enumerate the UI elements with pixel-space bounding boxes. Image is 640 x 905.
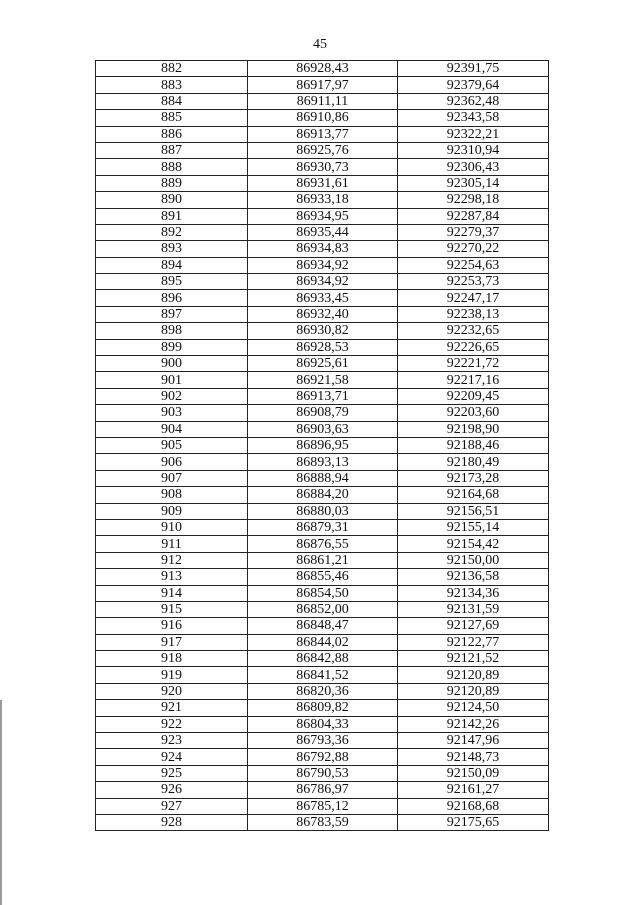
x-coordinate-cell: 86933,45 xyxy=(248,290,398,306)
y-coordinate-cell: 92391,75 xyxy=(398,61,549,77)
point-number-cell: 928 xyxy=(96,814,248,830)
y-coordinate-cell: 92209,45 xyxy=(398,388,549,404)
table-row xyxy=(96,765,549,781)
x-coordinate-cell: 86893,13 xyxy=(248,454,398,470)
y-coordinate-cell: 92198,90 xyxy=(398,421,549,437)
y-coordinate-cell: 92254,63 xyxy=(398,257,549,273)
scan-edge-mark xyxy=(0,700,2,905)
x-coordinate-cell: 86786,97 xyxy=(248,782,398,798)
point-number-cell: 886 xyxy=(96,126,248,142)
x-coordinate-cell: 86852,00 xyxy=(248,601,398,617)
x-coordinate-cell: 86930,82 xyxy=(248,323,398,339)
y-coordinate-cell: 92164,68 xyxy=(398,487,549,503)
y-coordinate-cell: 92343,58 xyxy=(398,110,549,126)
y-coordinate-cell: 92217,16 xyxy=(398,372,549,388)
y-coordinate-cell: 92122,77 xyxy=(398,634,549,650)
table-row xyxy=(96,814,549,830)
point-number-cell: 898 xyxy=(96,323,248,339)
table-row xyxy=(96,77,549,93)
y-coordinate-cell: 92270,22 xyxy=(398,241,549,257)
x-coordinate-cell: 86848,47 xyxy=(248,618,398,634)
x-coordinate-cell: 86879,31 xyxy=(248,519,398,535)
x-coordinate-cell: 86934,95 xyxy=(248,208,398,224)
point-number-cell: 919 xyxy=(96,667,248,683)
x-coordinate-cell: 86911,11 xyxy=(248,93,398,109)
x-coordinate-cell: 86861,21 xyxy=(248,552,398,568)
y-coordinate-cell: 92379,64 xyxy=(398,77,549,93)
table-row xyxy=(96,241,549,257)
table-row xyxy=(96,126,549,142)
table-row xyxy=(96,700,549,716)
point-number-cell: 897 xyxy=(96,306,248,322)
point-number-cell: 899 xyxy=(96,339,248,355)
point-number-cell: 894 xyxy=(96,257,248,273)
y-coordinate-cell: 92147,96 xyxy=(398,733,549,749)
table-row xyxy=(96,585,549,601)
y-coordinate-cell: 92221,72 xyxy=(398,356,549,372)
y-coordinate-cell: 92253,73 xyxy=(398,274,549,290)
table-row xyxy=(96,651,549,667)
point-number-cell: 926 xyxy=(96,782,248,798)
table-row xyxy=(96,175,549,191)
point-number-cell: 927 xyxy=(96,798,248,814)
point-number-cell: 893 xyxy=(96,241,248,257)
table-row xyxy=(96,388,549,404)
point-number-cell: 882 xyxy=(96,61,248,77)
x-coordinate-cell: 86793,36 xyxy=(248,733,398,749)
table-row xyxy=(96,93,549,109)
table-row xyxy=(96,454,549,470)
x-coordinate-cell: 86910,86 xyxy=(248,110,398,126)
table-row xyxy=(96,634,549,650)
y-coordinate-cell: 92168,68 xyxy=(398,798,549,814)
point-number-cell: 885 xyxy=(96,110,248,126)
table-row xyxy=(96,487,549,503)
x-coordinate-cell: 86809,82 xyxy=(248,700,398,716)
y-coordinate-cell: 92305,14 xyxy=(398,175,549,191)
point-number-cell: 890 xyxy=(96,192,248,208)
table-row xyxy=(96,110,549,126)
table-row xyxy=(96,733,549,749)
x-coordinate-cell: 86934,92 xyxy=(248,274,398,290)
y-coordinate-cell: 92247,17 xyxy=(398,290,549,306)
point-number-cell: 913 xyxy=(96,569,248,585)
y-coordinate-cell: 92136,58 xyxy=(398,569,549,585)
table-row xyxy=(96,142,549,158)
y-coordinate-cell: 92124,50 xyxy=(398,700,549,716)
x-coordinate-cell: 86903,63 xyxy=(248,421,398,437)
point-number-cell: 923 xyxy=(96,733,248,749)
point-number-cell: 883 xyxy=(96,77,248,93)
table-row xyxy=(96,339,549,355)
x-coordinate-cell: 86925,76 xyxy=(248,142,398,158)
y-coordinate-cell: 92150,09 xyxy=(398,765,549,781)
coordinates-table-body xyxy=(96,61,549,831)
table-row xyxy=(96,503,549,519)
y-coordinate-cell: 92175,65 xyxy=(398,814,549,830)
x-coordinate-cell: 86913,71 xyxy=(248,388,398,404)
x-coordinate-cell: 86790,53 xyxy=(248,765,398,781)
y-coordinate-cell: 92127,69 xyxy=(398,618,549,634)
x-coordinate-cell: 86928,53 xyxy=(248,339,398,355)
table-row xyxy=(96,798,549,814)
table-row xyxy=(96,716,549,732)
table-row xyxy=(96,192,549,208)
x-coordinate-cell: 86876,55 xyxy=(248,536,398,552)
x-coordinate-cell: 86925,61 xyxy=(248,356,398,372)
y-coordinate-cell: 92180,49 xyxy=(398,454,549,470)
table-row xyxy=(96,274,549,290)
table-row xyxy=(96,437,549,453)
point-number-cell: 905 xyxy=(96,437,248,453)
table-row xyxy=(96,159,549,175)
table-row xyxy=(96,208,549,224)
table-row xyxy=(96,683,549,699)
point-number-cell: 884 xyxy=(96,93,248,109)
y-coordinate-cell: 92306,43 xyxy=(398,159,549,175)
x-coordinate-cell: 86888,94 xyxy=(248,470,398,486)
y-coordinate-cell: 92322,21 xyxy=(398,126,549,142)
x-coordinate-cell: 86932,40 xyxy=(248,306,398,322)
y-coordinate-cell: 92203,60 xyxy=(398,405,549,421)
point-number-cell: 901 xyxy=(96,372,248,388)
y-coordinate-cell: 92120,89 xyxy=(398,683,549,699)
point-number-cell: 888 xyxy=(96,159,248,175)
table-row xyxy=(96,405,549,421)
point-number-cell: 920 xyxy=(96,683,248,699)
y-coordinate-cell: 92154,42 xyxy=(398,536,549,552)
table-row xyxy=(96,519,549,535)
x-coordinate-cell: 86930,73 xyxy=(248,159,398,175)
page-number: 45 xyxy=(313,37,327,52)
point-number-cell: 918 xyxy=(96,651,248,667)
x-coordinate-cell: 86884,20 xyxy=(248,487,398,503)
x-coordinate-cell: 86842,88 xyxy=(248,651,398,667)
x-coordinate-cell: 86841,52 xyxy=(248,667,398,683)
table-row xyxy=(96,601,549,617)
y-coordinate-cell: 92298,18 xyxy=(398,192,549,208)
x-coordinate-cell: 86844,02 xyxy=(248,634,398,650)
point-number-cell: 909 xyxy=(96,503,248,519)
x-coordinate-cell: 86820,36 xyxy=(248,683,398,699)
x-coordinate-cell: 86783,59 xyxy=(248,814,398,830)
table-row xyxy=(96,782,549,798)
table-row xyxy=(96,552,549,568)
point-number-cell: 892 xyxy=(96,224,248,240)
y-coordinate-cell: 92120,89 xyxy=(398,667,549,683)
point-number-cell: 925 xyxy=(96,765,248,781)
point-number-cell: 917 xyxy=(96,634,248,650)
table-row xyxy=(96,323,549,339)
point-number-cell: 922 xyxy=(96,716,248,732)
point-number-cell: 915 xyxy=(96,601,248,617)
x-coordinate-cell: 86855,46 xyxy=(248,569,398,585)
table-row xyxy=(96,749,549,765)
point-number-cell: 912 xyxy=(96,552,248,568)
table-row xyxy=(96,257,549,273)
x-coordinate-cell: 86854,50 xyxy=(248,585,398,601)
point-number-cell: 887 xyxy=(96,142,248,158)
y-coordinate-cell: 92156,51 xyxy=(398,503,549,519)
y-coordinate-cell: 92362,48 xyxy=(398,93,549,109)
x-coordinate-cell: 86934,83 xyxy=(248,241,398,257)
y-coordinate-cell: 92134,36 xyxy=(398,585,549,601)
x-coordinate-cell: 86933,18 xyxy=(248,192,398,208)
table-row xyxy=(96,569,549,585)
table-row xyxy=(96,667,549,683)
point-number-cell: 914 xyxy=(96,585,248,601)
x-coordinate-cell: 86921,58 xyxy=(248,372,398,388)
x-coordinate-cell: 86931,61 xyxy=(248,175,398,191)
x-coordinate-cell: 86913,77 xyxy=(248,126,398,142)
y-coordinate-cell: 92310,94 xyxy=(398,142,549,158)
point-number-cell: 896 xyxy=(96,290,248,306)
y-coordinate-cell: 92131,59 xyxy=(398,601,549,617)
table-row xyxy=(96,356,549,372)
point-number-cell: 921 xyxy=(96,700,248,716)
point-number-cell: 916 xyxy=(96,618,248,634)
table-row xyxy=(96,536,549,552)
table-row xyxy=(96,372,549,388)
table-row xyxy=(96,421,549,437)
y-coordinate-cell: 92287,84 xyxy=(398,208,549,224)
point-number-cell: 889 xyxy=(96,175,248,191)
table-row xyxy=(96,61,549,77)
point-number-cell: 908 xyxy=(96,487,248,503)
point-number-cell: 903 xyxy=(96,405,248,421)
y-coordinate-cell: 92232,65 xyxy=(398,323,549,339)
x-coordinate-cell: 86908,79 xyxy=(248,405,398,421)
point-number-cell: 907 xyxy=(96,470,248,486)
y-coordinate-cell: 92121,52 xyxy=(398,651,549,667)
point-number-cell: 924 xyxy=(96,749,248,765)
x-coordinate-cell: 86934,92 xyxy=(248,257,398,273)
table-row xyxy=(96,290,549,306)
y-coordinate-cell: 92188,46 xyxy=(398,437,549,453)
table-row xyxy=(96,470,549,486)
point-number-cell: 891 xyxy=(96,208,248,224)
point-number-cell: 910 xyxy=(96,519,248,535)
y-coordinate-cell: 92238,13 xyxy=(398,306,549,322)
y-coordinate-cell: 92161,27 xyxy=(398,782,549,798)
y-coordinate-cell: 92142,26 xyxy=(398,716,549,732)
y-coordinate-cell: 92279,37 xyxy=(398,224,549,240)
point-number-cell: 906 xyxy=(96,454,248,470)
point-number-cell: 902 xyxy=(96,388,248,404)
coordinates-table xyxy=(95,60,549,831)
table-row xyxy=(96,618,549,634)
x-coordinate-cell: 86804,33 xyxy=(248,716,398,732)
x-coordinate-cell: 86792,88 xyxy=(248,749,398,765)
table-row xyxy=(96,306,549,322)
point-number-cell: 900 xyxy=(96,356,248,372)
y-coordinate-cell: 92226,65 xyxy=(398,339,549,355)
y-coordinate-cell: 92155,14 xyxy=(398,519,549,535)
point-number-cell: 895 xyxy=(96,274,248,290)
y-coordinate-cell: 92173,28 xyxy=(398,470,549,486)
x-coordinate-cell: 86785,12 xyxy=(248,798,398,814)
x-coordinate-cell: 86880,03 xyxy=(248,503,398,519)
y-coordinate-cell: 92148,73 xyxy=(398,749,549,765)
x-coordinate-cell: 86928,43 xyxy=(248,61,398,77)
x-coordinate-cell: 86917,97 xyxy=(248,77,398,93)
y-coordinate-cell: 92150,00 xyxy=(398,552,549,568)
point-number-cell: 904 xyxy=(96,421,248,437)
table-row xyxy=(96,224,549,240)
x-coordinate-cell: 86935,44 xyxy=(248,224,398,240)
point-number-cell: 911 xyxy=(96,536,248,552)
x-coordinate-cell: 86896,95 xyxy=(248,437,398,453)
